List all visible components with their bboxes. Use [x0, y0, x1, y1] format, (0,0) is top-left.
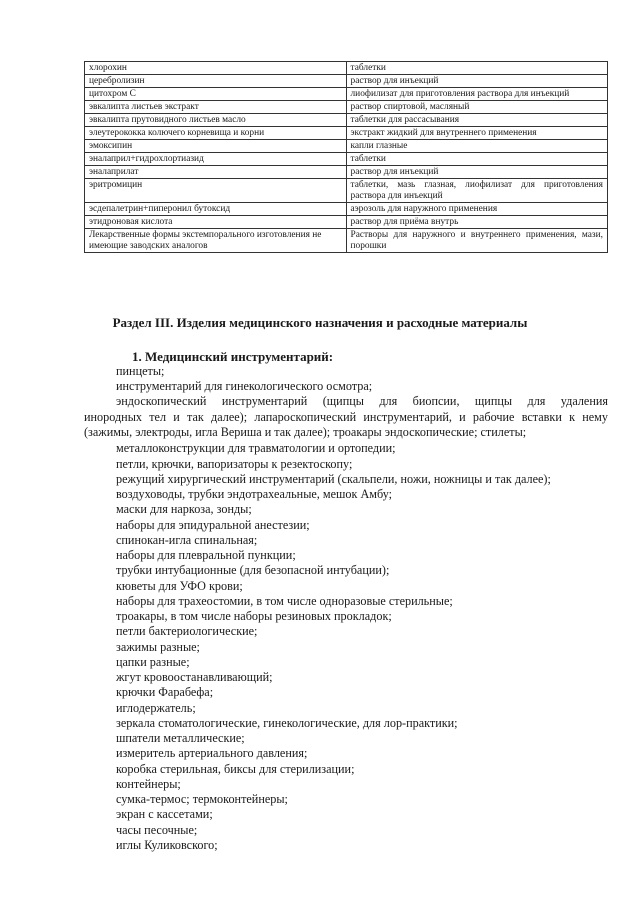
table-cell-name: эвкалипта листьев экстракт: [85, 101, 347, 114]
list-item: троакары, в том числе наборы резиновых прокладок;: [116, 609, 392, 623]
table-cell-form: таблетки: [346, 153, 608, 166]
table-row: [85, 216, 608, 229]
table-cell-name: эвкалипта прутовидного листьев масло: [85, 114, 347, 127]
table-cell-name: эмоксипин: [85, 140, 347, 153]
table-cell-name: Лекарственные формы экстемпорального изготовления не имеющие заводских аналогов: [85, 229, 347, 253]
table-cell-form: раствор для инъекций: [346, 166, 608, 179]
list-item-long: [84, 394, 608, 441]
table-cell-name: эналаприл+гидрохлортиазид: [85, 153, 347, 166]
table-cell-name: цитохром С: [85, 88, 347, 101]
list-item: режущий хирургический инструментарий (скальпели, ножи, ножницы и так далее);: [116, 472, 551, 486]
list-item: кюветы для УФО крови;: [116, 579, 243, 593]
list-item: крючки Фарабефа;: [116, 685, 214, 699]
table-cell-form: капли глазные: [346, 140, 608, 153]
table-row: [85, 127, 608, 140]
list-item: петли, крючки, вапоризаторы к резектоскопу;: [116, 457, 353, 471]
list-item: часы песочные;: [116, 823, 198, 837]
table-cell-form: раствор спиртовой, масляный: [346, 101, 608, 114]
table-cell-name: эналаприлат: [85, 166, 347, 179]
medications-table: [84, 61, 608, 253]
table-cell-name: этидроновая кислота: [85, 216, 347, 229]
table-row: [85, 140, 608, 153]
list-item: воздуховоды, трубки эндотрахеальные, мешок Амбу;: [116, 487, 393, 501]
table-row: [85, 166, 608, 179]
table-cell-form: таблетки для рассасывания: [346, 114, 608, 127]
table-row: [85, 75, 608, 88]
list-item: наборы для трахеостомии, в том числе одноразовые стерильные;: [116, 594, 453, 608]
list-item: иглы Куликовского;: [116, 838, 218, 852]
long-item-line-1: эндоскопический инструментарий (щипцы для биопсии, щипцы для удаления: [116, 394, 608, 408]
list-item: сумка-термос; термоконтейнеры;: [116, 792, 288, 806]
list-item: наборы для эпидуральной анестезии;: [116, 518, 310, 532]
list-item: коробка стерильная, биксы для стерилизации;: [116, 762, 355, 776]
list-item: зажимы разные;: [116, 640, 200, 654]
table-row: [85, 101, 608, 114]
list-item: спинокан-игла спинальная;: [116, 533, 258, 547]
list-item: контейнеры;: [116, 777, 181, 791]
table-cell-form: Растворы для наружного и внутреннего применения, мази, порошки: [346, 229, 608, 253]
table-row: [85, 179, 608, 203]
table-cell-form: экстракт жидкий для внутреннего применения: [346, 127, 608, 140]
list-item: маски для наркоза, зонды;: [116, 502, 252, 516]
table-cell-name: церебролизин: [85, 75, 347, 88]
list-item: инструментарий для гинекологического осмотра;: [116, 379, 373, 393]
list-item: цапки разные;: [116, 655, 190, 669]
table-cell-name: эритромицин: [85, 179, 347, 203]
table-row: [85, 88, 608, 101]
list-item: измеритель артериального давления;: [116, 746, 308, 760]
list-item: металлоконструкции для травматологии и ортопедии;: [116, 441, 396, 455]
list-item: экран с кассетами;: [116, 807, 213, 821]
table-cell-form: таблетки, мазь глазная, лиофилизат для приготовления раствора для инъекций: [346, 179, 608, 203]
table-cell-name: эсдепалетрин+пиперонил бутоксид: [85, 203, 347, 216]
subsection-title: 1. Медицинский инструментарий:: [132, 349, 334, 364]
list-item: пинцеты;: [116, 364, 165, 378]
table-row: [85, 114, 608, 127]
table-cell-name: хлорохин: [85, 62, 347, 75]
list-item: наборы для плевральной пункции;: [116, 548, 296, 562]
table-cell-form: лиофилизат для приготовления раствора для инъекций: [346, 88, 608, 101]
table-row: [85, 153, 608, 166]
list-item: зеркала стоматологические, гинекологические, для лор-практики;: [116, 716, 458, 730]
long-item-line-2: инородных тел и так далее); лапароскопический инструментарий, и рабочие вставки к нему: [84, 409, 608, 424]
table-cell-form: таблетки: [346, 62, 608, 75]
section-title: Раздел III. Изделия медицинского назначения и расходные материалы: [112, 315, 528, 330]
list-item: жгут кровоостанавливающий;: [116, 670, 273, 684]
table-row: [85, 203, 608, 216]
table-cell-form: раствор для приёма внутрь: [346, 216, 608, 229]
list-item: петли бактериологические;: [116, 624, 258, 638]
table-row: [85, 229, 608, 253]
table-cell-form: раствор для инъекций: [346, 75, 608, 88]
table-cell-name: элеутерококка колючего корневища и корни: [85, 127, 347, 140]
list-item: иглодержатель;: [116, 701, 196, 715]
long-item-line-3: (зажимы, электроды, игла Вериша и так далее); троакары эндоскопические; стилеты;: [84, 425, 527, 439]
list-item: шпатели металлические;: [116, 731, 245, 745]
table-cell-form: аэрозоль для наружного применения: [346, 203, 608, 216]
list-item: трубки интубационные (для безопасной интубации);: [116, 563, 390, 577]
table-row: [85, 62, 608, 75]
